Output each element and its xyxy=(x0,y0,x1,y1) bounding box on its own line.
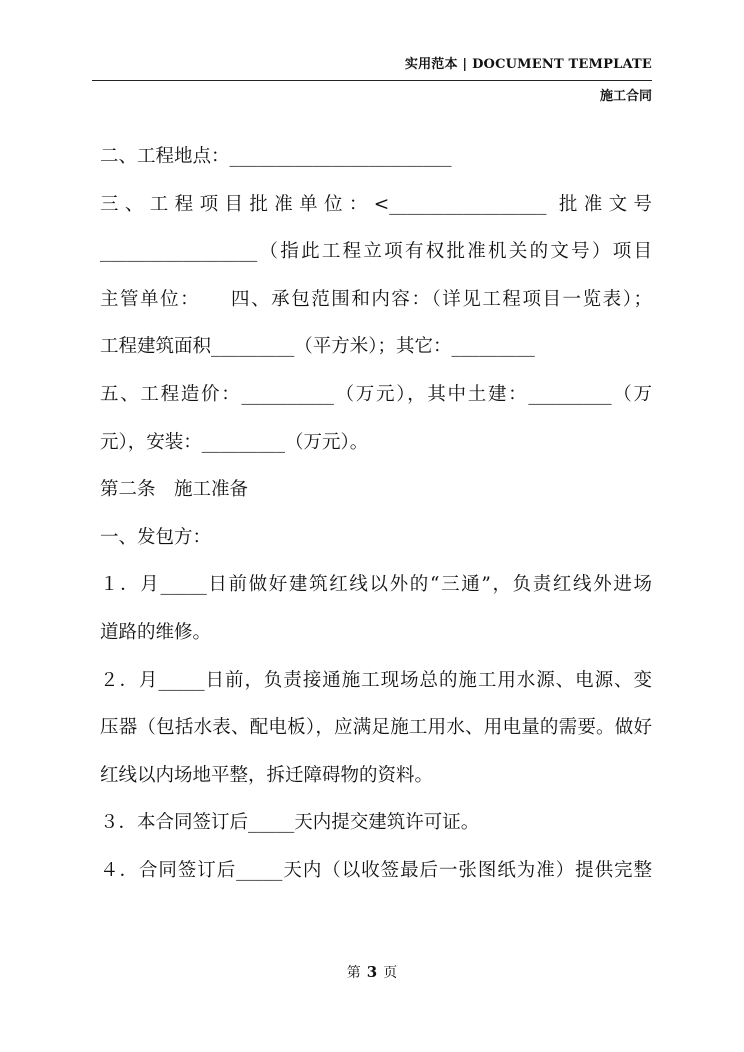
contract-body xyxy=(100,133,652,895)
text-line-item-1: １．月_____日前做好建筑红线以外的“三通”，负责红线外进场 xyxy=(100,574,652,596)
footer-prefix: 第 xyxy=(346,965,361,981)
text-line-approval-number: _________________（指此工程立项有权批准机关的文号）项目 xyxy=(100,241,652,263)
text-line-installation-cost: 元），安装：_________（万元）。 xyxy=(100,431,369,453)
text-line-item-2-cont: 压器（包括水表、配电板），应满足施工用水、用电量的需要。做好 xyxy=(100,717,652,739)
page-footer xyxy=(0,962,744,982)
section-heading-construction-prep: 第二条 施工准备 xyxy=(100,479,249,501)
footer-suffix: 页 xyxy=(383,965,398,981)
text-line-item-3: ３．本合同签订后_____天内提交建筑许可证。 xyxy=(100,812,480,834)
text-line-approval-unit: 三、工程项目批准单位：<_________________ 批准文号 xyxy=(100,193,652,215)
text-line-item-4: ４．合同签订后_____天内（以收签最后一张图纸为准）提供完整 xyxy=(100,859,652,881)
text-line-item-1-cont: 道路的维修。 xyxy=(100,621,212,643)
text-line-employer: 一、发包方： xyxy=(100,526,212,548)
text-line-project-location: 二、工程地点：________________________ xyxy=(100,146,452,167)
text-line-item-2-end: 红线以内场地平整，拆迁障碍物的资料。 xyxy=(100,764,434,786)
text-line-scope: 主管单位： 四、承包范围和内容：（详见工程项目一览表）； xyxy=(100,288,652,310)
text-line-item-2: ２．月_____日前，负责接通施工现场总的施工用水源、电源、变 xyxy=(100,669,652,691)
header-divider xyxy=(92,80,652,81)
text-line-project-cost: 五、工程造价：__________（万元），其中土建：_________（万 xyxy=(100,383,652,405)
document-header-title: 实用范本 | DOCUMENT TEMPLATE xyxy=(404,57,652,72)
page-number: 3 xyxy=(366,963,378,981)
document-header-subtitle: 施工合同 xyxy=(599,89,652,104)
text-line-building-area: 工程建筑面积_________（平方米）；其它：_________ xyxy=(100,336,535,358)
